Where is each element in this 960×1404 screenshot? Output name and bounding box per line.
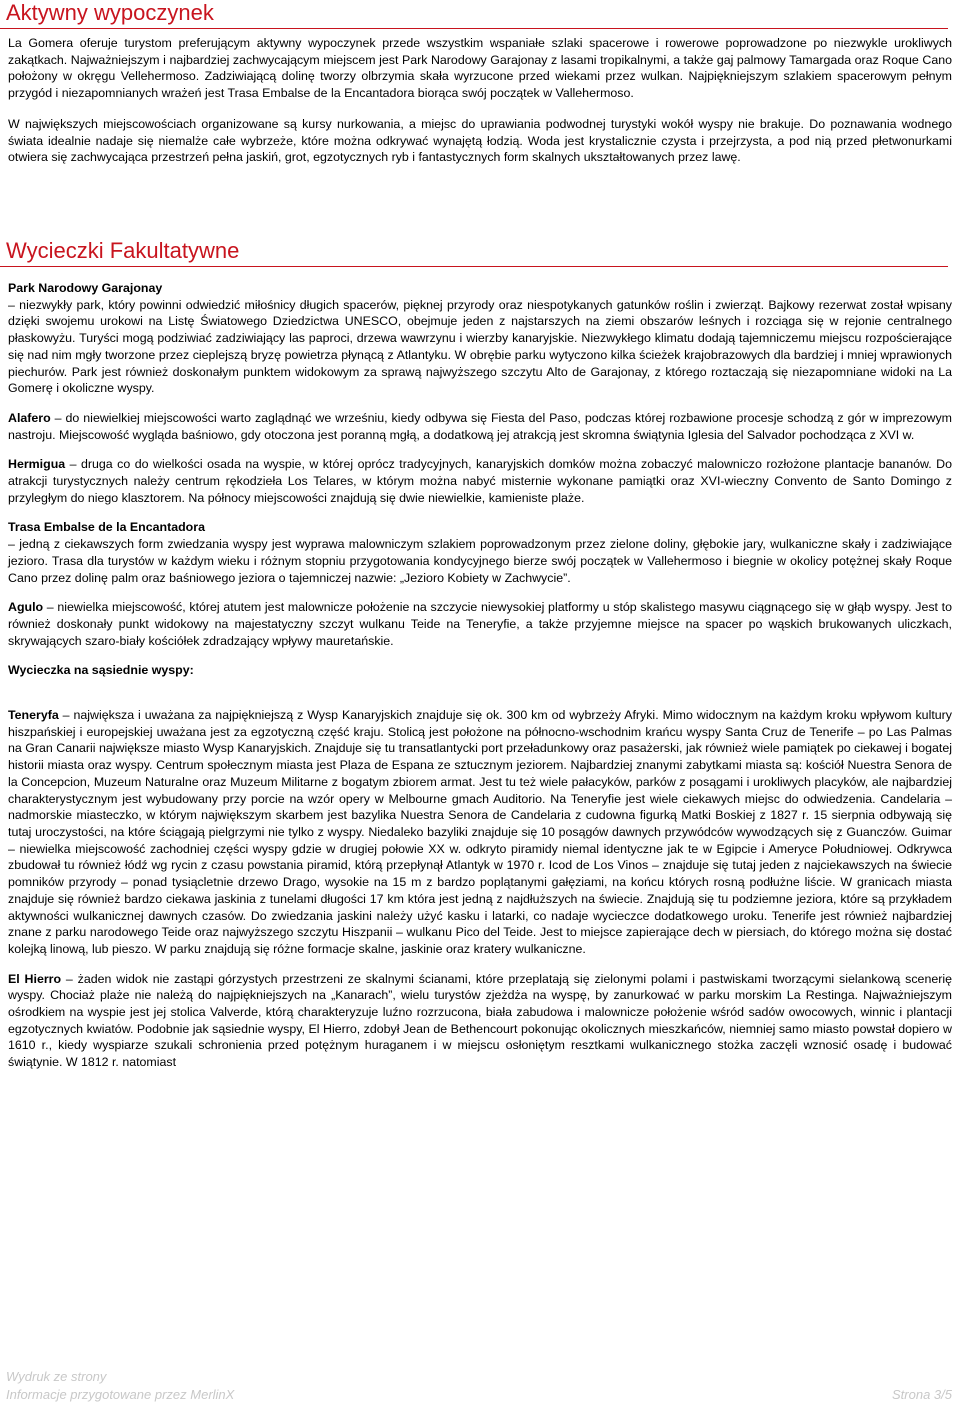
aktywny-text [8, 35, 952, 166]
place-name: El Hierro [8, 971, 62, 986]
paragraph: – jedną z ciekawszych form zwiedzania wyspy jest wyprawa malowniczym szlakiem poprowadzonym przez zielone doliny, głębokie jary, wulkaniczne skały i zadziwiające jezioro. Trasa dla turystów w każdym wieku i różnym stopniu przygotowania kondycyjnego bierze swój początek w Vallehermoso i biegnie w okolicy potężnej skały Roque Cano przez dolinę palm oraz baśniowego jeziora o tajemniczej nazwie: „Jezioro Kobiety w Zachwycie”. [8, 537, 952, 585]
place-name: Alafero [8, 410, 51, 425]
section-header-wycieczki [0, 238, 948, 267]
paragraph-alafero [8, 410, 952, 443]
footer-line-2: Informacje przygotowane przez MerlinX [6, 1387, 235, 1402]
wycieczki-text [8, 280, 952, 1071]
page-number: Strona 3/5 [892, 1387, 952, 1402]
page-footer [6, 1368, 952, 1404]
subheading-garajonay: Park Narodowy Garajonay [8, 281, 163, 295]
footer-line-1: Wydruk ze strony [6, 1369, 107, 1384]
place-text: – żaden widok nie zastąpi górzystych przestrzeni ze skalnymi ścianami, które przeplatają się zielonymi polami i pastwiskami tworzącymi sielankową scenerię wyspy. Chociaż plaże nie należą do najpiękniejszych na „Kanarach”, wielu turystów zjeżdża na wyspę, by zanurkować w parku morskim La Restinga. Najważniejszym ośrodkiem na wyspie jest jej stolica Valverde, którą charakteryzuje luźno rozrzucona, biała zabudowa i malownicze położenie wśród sadów owocowych, winnic i plantacji egzotycznych kwiatów. Podobnie jak sąsiednie wyspy, El Hierro, zdobył Jean de Bethencourt pokonując okolicznych mieszkańców, niemniej samo miasto powstał dopiero w 1610 r., kiedy wyspiarze szukali schronienia przed potężnym huraganem i w miejscu osłoniętym resztkami wulkanicznego stożka zaczęli wznosić osadę i budować świątynie. W 1812 r. natomiast [8, 971, 953, 1070]
paragraph-hierro [8, 971, 952, 1071]
paragraph: W największych miejscowościach organizowane są kursy nurkowania, a miejsc do uprawiania podwodnej turystyki wokół wyspy nie brakuje. Do poznawania wodnego świata idealnie nadaje się niemalże całe wybrzeże, które można odkrywać wynajętą łodzią. Woda jest krystalicznie czysta i przejrzysta, a pod nią przed płetwonurkami otwiera się zachwycająca przestrzeń pełna jaskiń, grot, egzotycznych ryb i fantastycznych form skalnych ukształtowanych przez lawę. [8, 116, 952, 165]
place-name: Teneryfa [8, 708, 59, 723]
section-title-wycieczki: Wycieczki Fakultatywne [6, 238, 240, 263]
paragraph: La Gomera oferuje turystom preferującym aktywny wypoczynek przede wszystkim wspaniałe szlaki spacerowe i rowerowe poprowadzone po niezwykle urokliwych zakątkach. Najważniejszym i najbardziej zachwycającym miejscem jest Park Narodowy Garajonay z lasami tropikalnymi, a także gaj palmowy Tamargada oraz Roque Cano położony w okręgu Vellehermoso. Zadziwiającą dolinę tworzy olbrzymia skała wyrzucone przed wiekami przez wulkan. Najpiękniejszym szlakiem spacerowym pełnym przygód i niezapomnianych wrażeń jest Trasa Embalse de la Encantadora biorąca swój początek w Vallehermoso. [8, 36, 952, 101]
paragraph: – niezwykły park, który powinni odwiedzić miłośnicy długich spacerów, pięknej przyrody oraz niespotykanych gatunków roślin i zwierząt. Bajkowy rezerwat został wpisany dzięki swojemu urokowi na Listę Światowego Dziedzictwa UNESCO, obejmuje jeden z najstarszych na ziemi obszarów leśnych i rozciąga się w rejonie centralnego płaskowyżu. Turyści mogą podziwiać zadziwiający las paproci, drzewa wawrzynu i wierzby kanaryjskie. Niezwykłego klimatu dodają tajemniczemu miejscu rozpościerające się nad nim mgły tworzone przez cieplejszą bryzę powietrza płynącą z Atlantyku. W obrębie parku wytyczono kilka ścieżek krajobrazowych dla bardziej i mniej wprawionych piechurów. Park jest również doskonałym punktem widokowym za sprawą najwyższego szczytu Alto de Garajonay, z którego roztaczają się niezapomniane widoki na La Gomerę i okoliczne wyspy. [8, 297, 952, 396]
place-name: Agulo [8, 600, 44, 615]
place-name: Hermigua [8, 457, 66, 472]
paragraph-agulo [8, 599, 952, 649]
place-text: – druga co do wielkości osada na wyspie, w której oprócz tradycyjnych, kanaryjskich domków można zobaczyć malowniczo rozłożone plantacje bananów. Do atrakcji turystycznych należy centrum rękodzieła Los Telares, w którym można nabyć misternie wykonane pamiątki oraz XVI-wieczny Convento de Santo Domingo z przyległym do niego klasztorem. Na północy miejscowości znajdują się dwie niewielkie, kamieniste plaże. [8, 457, 952, 505]
section-title-aktywny: Aktywny wypoczynek [6, 0, 214, 25]
place-text: – największa i uważana za najpiękniejszą z Wysp Kanaryjskich znajduje się ok. 300 km od wybrzeży Afryki. Mimo widocznym na każdym kroku wpływom kultury hiszpańskiej i europejskiej uważana jest za egzotyczną część kraju. Stolicą jest położone na północno-wschodnim krańcu wyspy Santa Cruz de Tenerife – po Las Palmas na Gran Canarii największe miasto Wysp Kanaryjskich. Znajduje się tu transatlantycki port przeładunkowy oraz pasażerski, jak również wiele pamiątek po ciekawej i bogatej historii miasta oraz wyspy. Centrum społecznym miasta jest Plaza de Espana ze sztucznym jeziorem. Najbardziej znanymi zabytkami miasta są: kościół Nuestra Senora de la Concepcion, Muzeum Naturalne oraz Muzeum Militarne z bogatym zbiorem armat. Jest tu też wiele pałacyków, parków z posągami i urokliwych placyków, ale najbardziej charakterystycznym jest wybudowany przy porcie na wzór opery w Melbourne gmach Auditorio. Na Teneryfie jest wiele ciekawych miejsc do odwiedzenia. Candelaria – nadmorskie miasteczko, w którym największym skarbem jest bazylika Nuestra Senora de Candelaria z cudowna figurką Matki Boskiej z 1827 r. 15 sierpnia odbywają się tutaj uroczystości, na które ściągają pielgrzymi nie tylko z wyspy. Niedaleko bazyliki znajduje się 10 posągów dawnych przywódców wywodzących się z Guanczów. Guimar – niewielka miejscowość zachodniej części wyspy gdzie w drugiej połowie XX w. odkryto piramidy niemal identyczne jak te w Egipcie i Ameryce Południowej. Odkrywca zbudował tu również łódź wg rycin z czasu powstania piramid, którą przepłynął Atlantyk w 1970 r. Icod de Los Vinos – znajduje się tutaj jeden z najciekawszych na świecie pomników przyrody – ponad tysiącletnie drzewo Drago, wysokie na 15 m z bardzo poplątanymi gałęziami, na końcu których rosną podłużne liście. W granicach miasta znajduje się również bardzo ciekawa jaskinia z tunelami długości 17 km która jest jedną z najdłuższych na świecie. Znajdują się tu podziemne jeziora, które są przykładem aktywności wulkanicznej dawnych czasów. Do zwiedzania jaskini należy użyć kasku i latarki, co nadaje wycieczce dodatkowego uroku. Tenerife jest również najbardziej znane z parku narodowego Teide oraz najwyższego szczytu Hiszpanii – wulkanu Pico del Teide. Jest to miejsce zapierające dech w piersiach, do którego można się dostać kolejką linową, lub pieszo. W parku znajdują się różne formacje skalne, jaskinie oraz kratery wulkaniczne. [8, 708, 952, 956]
subheading-islands: Wycieczka na sąsiednie wyspy: [8, 663, 194, 678]
section-header-aktywny [0, 0, 948, 29]
paragraph-teneryfa [8, 707, 952, 958]
place-text: – niewielka miejscowość, której atutem jest malownicze położenie na szczycie niewysokiej platformy u stóp skalistego masywu ciągnącego się w głąb wyspy. Jest to również doskonały punkt widokowy na majestatyczny szczyt wulkanu Teide na Teneryfie, a także przyjemne miejsce na spacer po wąskich brukowanych uliczkach, skrywających szaro-biały kościółek zdradzający wpływy mauretańskie. [8, 600, 952, 648]
paragraph-hermigua [8, 456, 952, 506]
subheading-trasa: Trasa Embalse de la Encantadora [8, 520, 205, 535]
place-text: – do niewielkiej miejscowości warto zaglądnąć we wrześniu, kiedy odbywa się Fiesta del Paso, podczas której rozbawione procesje schodzą z gór w imprezowym nastroju. Miejscowość wygląda baśniowo, gdy otoczona jest poranną mgłą, a dodatkową jej atrakcją jest skromna świątynia Iglesia del Salvador pochodząca z XVI w. [8, 410, 952, 442]
